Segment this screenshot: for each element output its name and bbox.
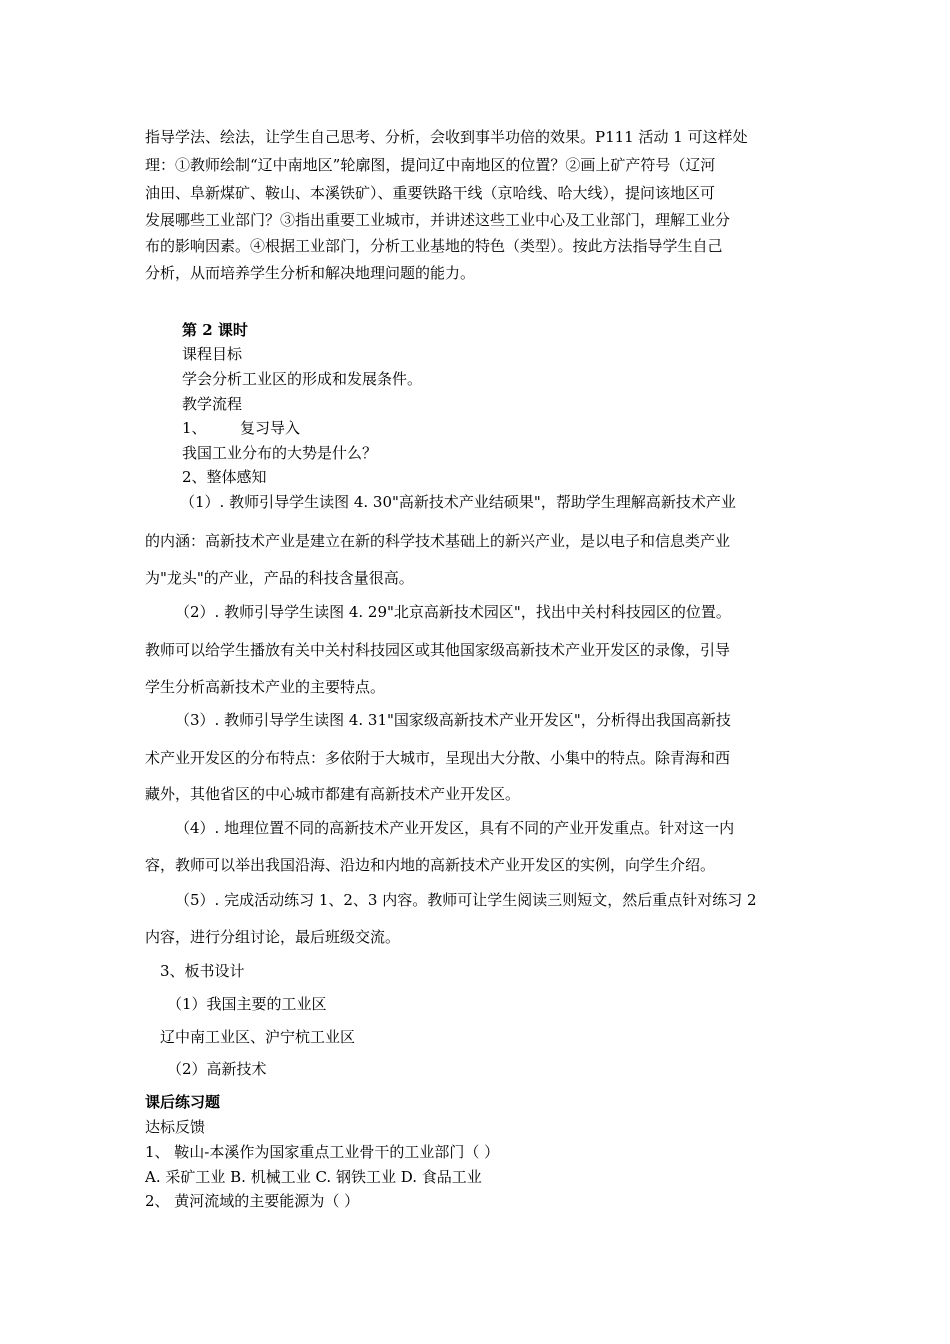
item-line: 容，教师可以举出我国沿海、沿边和内地的高新技术产业开发区的实例，向学生介绍。 — [145, 856, 716, 874]
item-line: （5）. 完成活动练习 1、2、3 内容。教师可让学生阅读三则短文，然后重点针对练习 2 — [175, 891, 757, 909]
item-line: （2）. 教师引导学生读图 4. 29"北京高新技术园区"，找出中关村科技园区的位置。 — [175, 603, 731, 621]
question-1: 1、 鞍山-本溪作为国家重点工业骨干的工业部门（ ） — [145, 1143, 500, 1161]
intro-line: 油田、阜新煤矿、鞍山、本溪铁矿）、重要铁路干线（京哈线、哈大线），提问该地区可 — [145, 184, 716, 202]
step2-title: 2、整体感知 — [182, 468, 267, 486]
item-line: 术产业开发区的分布特点：多依附于大城市，呈现出大分散、小集中的特点。除青海和西 — [145, 749, 731, 767]
intro-line: 指导学法、绘法，让学生自己思考、分析，会收到事半功倍的效果。P111 活动 1 可这样处 — [145, 128, 748, 146]
board-design-title: 3、板书设计 — [160, 962, 245, 980]
item-line: 学生分析高新技术产业的主要特点。 — [145, 678, 386, 696]
intro-line: 分析，从而培养学生分析和解决地理问题的能力。 — [145, 264, 476, 282]
board-item-detail: 辽中南工业区、沪宁杭工业区 — [160, 1028, 356, 1046]
question-2: 2、 黄河流域的主要能源为（ ） — [145, 1192, 360, 1210]
item-line: 教师可以给学生播放有关中关村科技园区或其他国家级高新技术产业开发区的录像，引导 — [145, 641, 731, 659]
item-line: 内容，进行分组讨论，最后班级交流。 — [145, 928, 401, 946]
intro-line: 理：①教师绘制“辽中南地区”轮廓图，提问辽中南地区的位置？②画上矿产符号（辽河 — [145, 156, 716, 174]
goal-text: 学会分析工业区的形成和发展条件。 — [182, 370, 423, 388]
step1-label: 1、 — [182, 419, 207, 437]
exercises-heading: 课后练习题 — [145, 1093, 221, 1111]
item-line: （4）. 地理位置不同的高新技术产业开发区，具有不同的产业开发重点。针对这一内 — [175, 819, 735, 837]
item-line: 为"龙头"的产业，产品的科技含量很高。 — [145, 569, 414, 587]
item-line: （1）. 教师引导学生读图 4. 30"高新技术产业结硕果"，帮助学生理解高新技术产业 — [180, 493, 736, 511]
item-line: 的内涵：高新技术产业是建立在新的科学技术基础上的新兴产业，是以电子和信息类产业 — [145, 532, 731, 550]
step1-title: 复习导入 — [240, 419, 301, 437]
flow-label: 教学流程 — [182, 395, 243, 413]
intro-line: 发展哪些工业部门？③指出重要工业城市，并讲述这些工业中心及工业部门，理解工业分 — [145, 211, 731, 229]
item-line: 藏外，其他省区的中心城市都建有高新技术产业开发区。 — [145, 785, 521, 803]
question-1-options: A. 采矿工业 B. 机械工业 C. 钢铁工业 D. 食品工业 — [145, 1168, 482, 1186]
board-item: （1）我国主要的工业区 — [167, 995, 327, 1013]
board-item: （2）高新技术 — [167, 1060, 267, 1078]
item-line: （3）. 教师引导学生读图 4. 31"国家级高新技术产业开发区"，分析得出我国高新技 — [175, 711, 731, 729]
goal-label: 课程目标 — [182, 345, 243, 363]
lesson-heading: 第 2 课时 — [182, 321, 248, 339]
step1-question: 我国工业分布的大势是什么？ — [182, 444, 378, 462]
intro-line: 布的影响因素。④根据工业部门，分析工业基地的特色（类型）。按此方法指导学生自己 — [145, 237, 723, 255]
exercises-subheading: 达标反馈 — [145, 1118, 206, 1136]
